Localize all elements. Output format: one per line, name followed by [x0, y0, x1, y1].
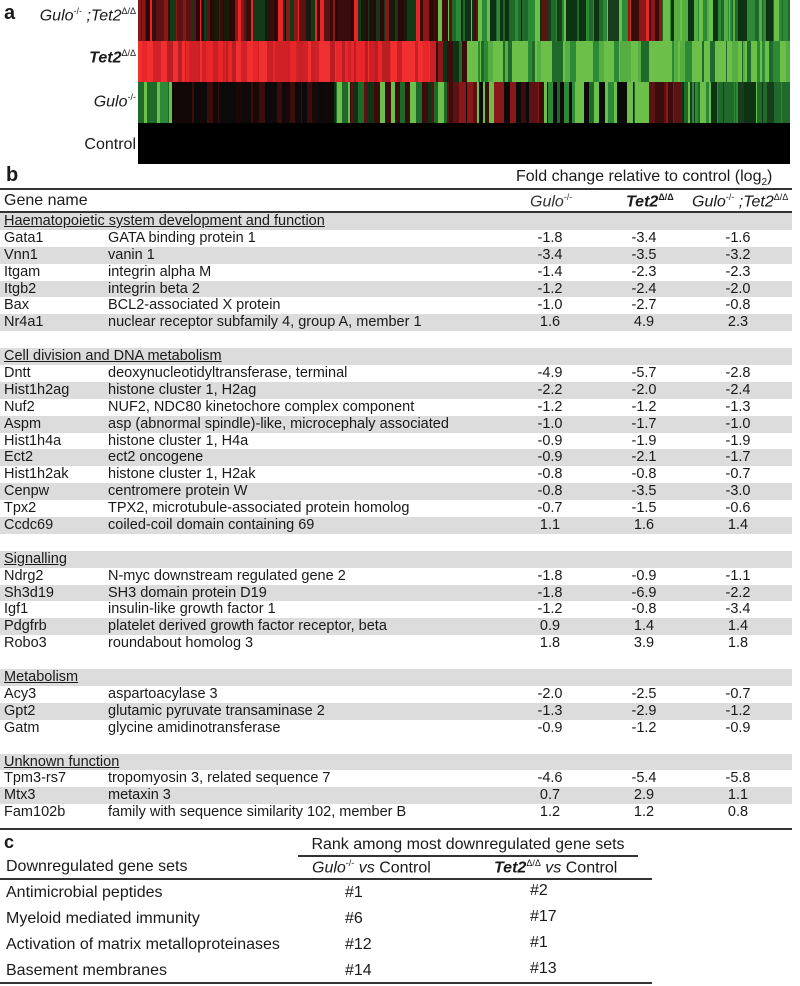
value-tet2: -2.5	[631, 685, 657, 702]
col-gulo	[530, 192, 572, 211]
col-gene-name: Gene name	[4, 192, 88, 209]
table-row	[0, 247, 792, 264]
gene-symbol: Itgb2	[4, 280, 37, 297]
label-gene: Gulo	[39, 7, 74, 25]
value-tet2: -1.9	[631, 432, 657, 449]
value-double: -2.3	[725, 263, 751, 280]
col-sup: -/-	[725, 192, 735, 202]
value-gulo: -0.9	[537, 432, 563, 449]
gene-symbol: Robo3	[4, 635, 47, 652]
col-double-mutant	[692, 192, 788, 211]
gene-symbol: Pdgfrb	[4, 618, 47, 635]
table-row	[0, 281, 792, 298]
col-sup: Δ/Δ	[773, 192, 789, 202]
label-gene: Tet2	[89, 49, 122, 67]
category-row	[0, 551, 792, 568]
gene-description: histone cluster 1, H2ag	[108, 381, 257, 398]
header-sub: 2	[761, 177, 768, 189]
value-gulo: -1.4	[537, 263, 563, 280]
value-double: -0.7	[725, 685, 751, 702]
value-gulo: -2.0	[537, 685, 563, 702]
rank-row	[0, 906, 652, 932]
value-tet2: -3.5	[631, 246, 657, 263]
table-row	[0, 500, 792, 517]
value-tet2: -0.8	[631, 601, 657, 618]
gene-description: deoxynucleotidyltransferase, terminal	[108, 365, 348, 382]
table-row	[0, 517, 792, 534]
fold-change-table	[0, 213, 792, 821]
heatmap-row-control	[138, 123, 790, 164]
value-gulo: 1.2	[539, 804, 561, 821]
value-tet2: -5.7	[631, 365, 657, 382]
gene-description: metaxin 3	[108, 787, 171, 804]
value-gulo: -1.2	[537, 280, 563, 297]
value-double: -1.3	[725, 398, 751, 415]
gene-description: family with sequence similarity 102, member B	[108, 804, 407, 821]
value-gulo: -0.9	[537, 719, 563, 736]
gene-description: centromere protein W	[108, 483, 248, 500]
col-text: Gulo	[312, 859, 346, 877]
gene-symbol: Gatm	[4, 719, 40, 736]
category-title: Metabolism	[4, 669, 79, 686]
value-double: -0.9	[725, 719, 751, 736]
table-row	[0, 787, 792, 804]
table-row	[0, 230, 792, 247]
gene-symbol: Dntt	[4, 365, 31, 382]
gene-symbol: Mtx3	[4, 787, 36, 804]
table-row	[0, 585, 792, 602]
category-row	[0, 348, 792, 365]
heatmap-row-gulo	[138, 82, 790, 123]
heatmap-row-label-double-mutant	[40, 6, 136, 25]
value-gulo: 1.1	[539, 517, 561, 534]
value-gulo: -2.2	[537, 381, 563, 398]
value-gulo: 1.6	[539, 314, 561, 331]
gene-description: N-myc downstream regulated gene 2	[108, 567, 346, 584]
gene-description: tropomyosin 3, related sequence 7	[108, 770, 331, 787]
gene-symbol: Hist1h2ak	[4, 466, 69, 483]
gene-symbol: Nuf2	[4, 398, 35, 415]
col-sup: Δ/Δ	[658, 192, 674, 202]
table-column-header	[0, 190, 792, 212]
gene-symbol: Gpt2	[4, 702, 36, 719]
value-double: -5.8	[725, 770, 751, 787]
col-sup: Δ/Δ	[526, 858, 541, 868]
gene-symbol: Ndrg2	[4, 567, 44, 584]
gene-description: TPX2, microtubule-associated protein homolog	[108, 500, 410, 517]
heatmap-row-label-tet2	[89, 48, 136, 67]
table-row	[0, 433, 792, 450]
gene-description: integrin beta 2	[108, 280, 200, 297]
value-tet2: 1.4	[633, 618, 655, 635]
value-tet2: -0.8	[631, 466, 657, 483]
table-row	[0, 703, 792, 720]
gene-description: SH3 domain protein D19	[108, 584, 267, 601]
tet2-rank: #13	[530, 960, 557, 977]
gene-symbol: Gata1	[4, 229, 44, 246]
col-text: ;Tet2	[734, 193, 774, 211]
panel-a-label: a	[4, 2, 16, 24]
panel-c-label: c	[4, 832, 15, 852]
gene-symbol: Vnn1	[4, 246, 38, 263]
value-double: -2.2	[725, 584, 751, 601]
rank-row	[0, 932, 652, 958]
value-double: 0.8	[727, 804, 749, 821]
heatmap-row-tet2	[138, 41, 790, 82]
table-row	[0, 314, 792, 331]
col-gulo-vs-control	[312, 858, 431, 877]
spacer-row	[0, 737, 792, 754]
value-gulo: -0.8	[537, 466, 563, 483]
category-title: Unknown function	[4, 753, 120, 770]
rank-table-bottom-rule	[0, 982, 652, 984]
expression-heatmap	[138, 0, 790, 164]
gene-description: histone cluster 1, H2ak	[108, 466, 256, 483]
table-row	[0, 449, 792, 466]
gulo-rank: #14	[345, 962, 372, 979]
col-vs: vs	[354, 859, 375, 877]
value-gulo: -1.8	[537, 567, 563, 584]
value-tet2: -3.4	[631, 229, 657, 246]
col-text: Gulo	[692, 193, 726, 211]
table-row	[0, 568, 792, 585]
fold-change-header	[516, 168, 772, 188]
category-row	[0, 213, 792, 230]
col-text: Tet2	[626, 193, 659, 211]
gene-set: Antimicrobial peptides	[6, 884, 163, 901]
value-tet2: -0.9	[631, 567, 657, 584]
value-double: 1.1	[727, 787, 749, 804]
value-gulo: -0.8	[537, 483, 563, 500]
value-double: 1.8	[727, 635, 749, 652]
value-double: -0.7	[725, 466, 751, 483]
value-gulo: -1.2	[537, 398, 563, 415]
tet2-rank: #2	[530, 882, 548, 899]
rank-row	[0, 880, 652, 906]
gulo-rank: #6	[345, 910, 363, 927]
col-tet2	[626, 192, 674, 211]
label-gene: ;Tet2	[82, 7, 122, 25]
value-double: -1.0	[725, 415, 751, 432]
gene-description: asp (abnormal spindle)-like, microcephaly associated	[108, 415, 449, 432]
header-text: Fold change relative to control (log	[516, 168, 762, 185]
value-double: 1.4	[727, 618, 749, 635]
panel-b-label: b	[6, 164, 19, 186]
value-double: -0.6	[725, 500, 751, 517]
gene-symbol: Igf1	[4, 601, 29, 618]
rank-column-header	[0, 856, 652, 880]
value-tet2: 1.2	[633, 804, 655, 821]
table-row	[0, 416, 792, 433]
table-row	[0, 382, 792, 399]
gulo-rank: #1	[345, 884, 363, 901]
table-row	[0, 601, 792, 618]
rank-header: Rank among most downregulated gene sets	[298, 836, 638, 857]
gulo-rank: #12	[345, 936, 372, 953]
label-sup: Δ/Δ	[121, 6, 136, 16]
value-gulo: -1.8	[537, 584, 563, 601]
col-tet2-vs-control	[494, 858, 617, 877]
col-text: Tet2	[494, 859, 527, 877]
value-tet2: -1.5	[631, 500, 657, 517]
gene-symbol: Hist1h4a	[4, 432, 62, 449]
label-gene: Gulo	[93, 93, 128, 111]
tet2-rank: #1	[530, 934, 548, 951]
gene-set: Basement membranes	[6, 962, 167, 979]
gene-symbol: Tpx2	[4, 500, 37, 517]
table-row	[0, 635, 792, 652]
value-gulo: -1.2	[537, 601, 563, 618]
gene-description: insulin-like growth factor 1	[108, 601, 276, 618]
gene-description: integrin alpha M	[108, 263, 212, 280]
value-tet2: -2.3	[631, 263, 657, 280]
value-double: -1.2	[725, 702, 751, 719]
col-text: Gulo	[530, 193, 564, 211]
value-double: -1.7	[725, 449, 751, 466]
value-gulo: -1.0	[537, 297, 563, 314]
category-title: Haematopoietic system development and function	[4, 213, 325, 229]
gene-symbol: Sh3d19	[4, 584, 54, 601]
gene-description: coiled-coil domain containing 69	[108, 517, 315, 534]
col-sup: -/-	[563, 192, 573, 202]
gene-set: Myeloid mediated immunity	[6, 910, 200, 927]
gene-symbol: Cenpw	[4, 483, 50, 500]
table-row	[0, 297, 792, 314]
gene-symbol: Bax	[4, 297, 29, 314]
table-row	[0, 264, 792, 281]
gene-symbol: Aspm	[4, 415, 42, 432]
value-tet2: 3.9	[633, 635, 655, 652]
spacer-row	[0, 331, 792, 348]
value-double: -1.1	[725, 567, 751, 584]
gene-symbol: Tpm3-rs7	[4, 770, 67, 787]
value-gulo: -1.0	[537, 415, 563, 432]
value-tet2: -1.7	[631, 415, 657, 432]
gene-symbol: Acy3	[4, 685, 37, 702]
value-double: -3.0	[725, 483, 751, 500]
col-gene-sets: Downregulated gene sets	[6, 858, 188, 875]
gene-description: vanin 1	[108, 246, 155, 263]
gene-symbol: Ect2	[4, 449, 34, 466]
value-gulo: -1.3	[537, 702, 563, 719]
value-double: -1.6	[725, 229, 751, 246]
table-row	[0, 804, 792, 821]
spacer-row	[0, 652, 792, 669]
gene-description: platelet derived growth factor receptor, beta	[108, 618, 387, 635]
table-row	[0, 399, 792, 416]
gene-symbol: Hist1h2ag	[4, 381, 70, 398]
table-row	[0, 618, 792, 635]
table-row	[0, 770, 792, 787]
value-double: -2.0	[725, 280, 751, 297]
rank-row	[0, 958, 652, 984]
gene-set: Activation of matrix metalloproteinases	[6, 936, 280, 953]
category-row	[0, 754, 792, 771]
heatmap-row-double-mutant	[138, 0, 790, 41]
gene-description: roundabout homolog 3	[108, 635, 254, 652]
value-gulo: -0.9	[537, 449, 563, 466]
value-gulo: 0.7	[539, 787, 561, 804]
tet2-rank: #17	[530, 908, 557, 925]
value-tet2: -1.2	[631, 398, 657, 415]
label-sup: -/-	[127, 92, 136, 102]
gene-description: NUF2, NDC80 kinetochore complex component	[108, 398, 415, 415]
value-tet2: 1.6	[633, 517, 655, 534]
value-tet2: -2.0	[631, 381, 657, 398]
gene-symbol: Nr4a1	[4, 314, 44, 331]
value-tet2: -2.7	[631, 297, 657, 314]
value-tet2: -1.2	[631, 719, 657, 736]
label-sup: Δ/Δ	[121, 48, 136, 58]
gene-symbol: Itgam	[4, 263, 41, 280]
header-close: )	[767, 168, 773, 185]
table-row	[0, 483, 792, 500]
table-row	[0, 365, 792, 382]
value-tet2: -2.1	[631, 449, 657, 466]
value-tet2: -2.9	[631, 702, 657, 719]
table-bottom-rule	[0, 828, 792, 830]
label-sup: -/-	[73, 6, 83, 16]
value-gulo: 1.8	[539, 635, 561, 652]
value-tet2: -3.5	[631, 483, 657, 500]
value-gulo: 0.9	[539, 618, 561, 635]
gene-description: histone cluster 1, H4a	[108, 432, 249, 449]
value-gulo: -4.6	[537, 770, 563, 787]
category-title: Signalling	[4, 550, 67, 567]
heatmap-row-label-gulo	[94, 92, 136, 111]
value-gulo: -0.7	[537, 500, 563, 517]
value-tet2: -2.4	[631, 280, 657, 297]
value-double: -3.4	[725, 601, 751, 618]
value-double: 1.4	[727, 517, 749, 534]
value-tet2: -5.4	[631, 770, 657, 787]
value-double: -1.9	[725, 432, 751, 449]
gene-description: nuclear receptor subfamily 4, group A, member 1	[108, 314, 422, 331]
col-text: Control	[561, 859, 618, 877]
gene-description: BCL2-associated X protein	[108, 297, 281, 314]
value-double: -2.8	[725, 365, 751, 382]
gene-description: glutamic pyruvate transaminase 2	[108, 702, 325, 719]
gene-description: aspartoacylase 3	[108, 685, 218, 702]
value-gulo: -4.9	[537, 365, 563, 382]
col-text: Control	[374, 859, 431, 877]
table-row	[0, 720, 792, 737]
value-double: -2.4	[725, 381, 751, 398]
gene-description: glycine amidinotransferase	[108, 719, 281, 736]
col-sup: -/-	[345, 858, 355, 868]
value-double: -0.8	[725, 297, 751, 314]
gene-symbol: Ccdc69	[4, 517, 54, 534]
spacer-row	[0, 534, 792, 551]
value-gulo: -1.8	[537, 229, 563, 246]
gene-description: ect2 oncogene	[108, 449, 204, 466]
table-row	[0, 466, 792, 483]
value-double: -3.2	[725, 246, 751, 263]
category-row	[0, 669, 792, 686]
value-gulo: -3.4	[537, 246, 563, 263]
value-double: 2.3	[727, 314, 749, 331]
col-vs: vs	[540, 859, 562, 877]
heatmap-row-label-control: Control	[84, 136, 136, 153]
table-row	[0, 686, 792, 703]
gene-description: GATA binding protein 1	[108, 229, 256, 246]
gene-symbol: Fam102b	[4, 804, 66, 821]
value-tet2: 2.9	[633, 787, 655, 804]
category-title: Cell division and DNA metabolism	[4, 348, 222, 365]
value-tet2: -6.9	[631, 584, 657, 601]
value-tet2: 4.9	[633, 314, 655, 331]
